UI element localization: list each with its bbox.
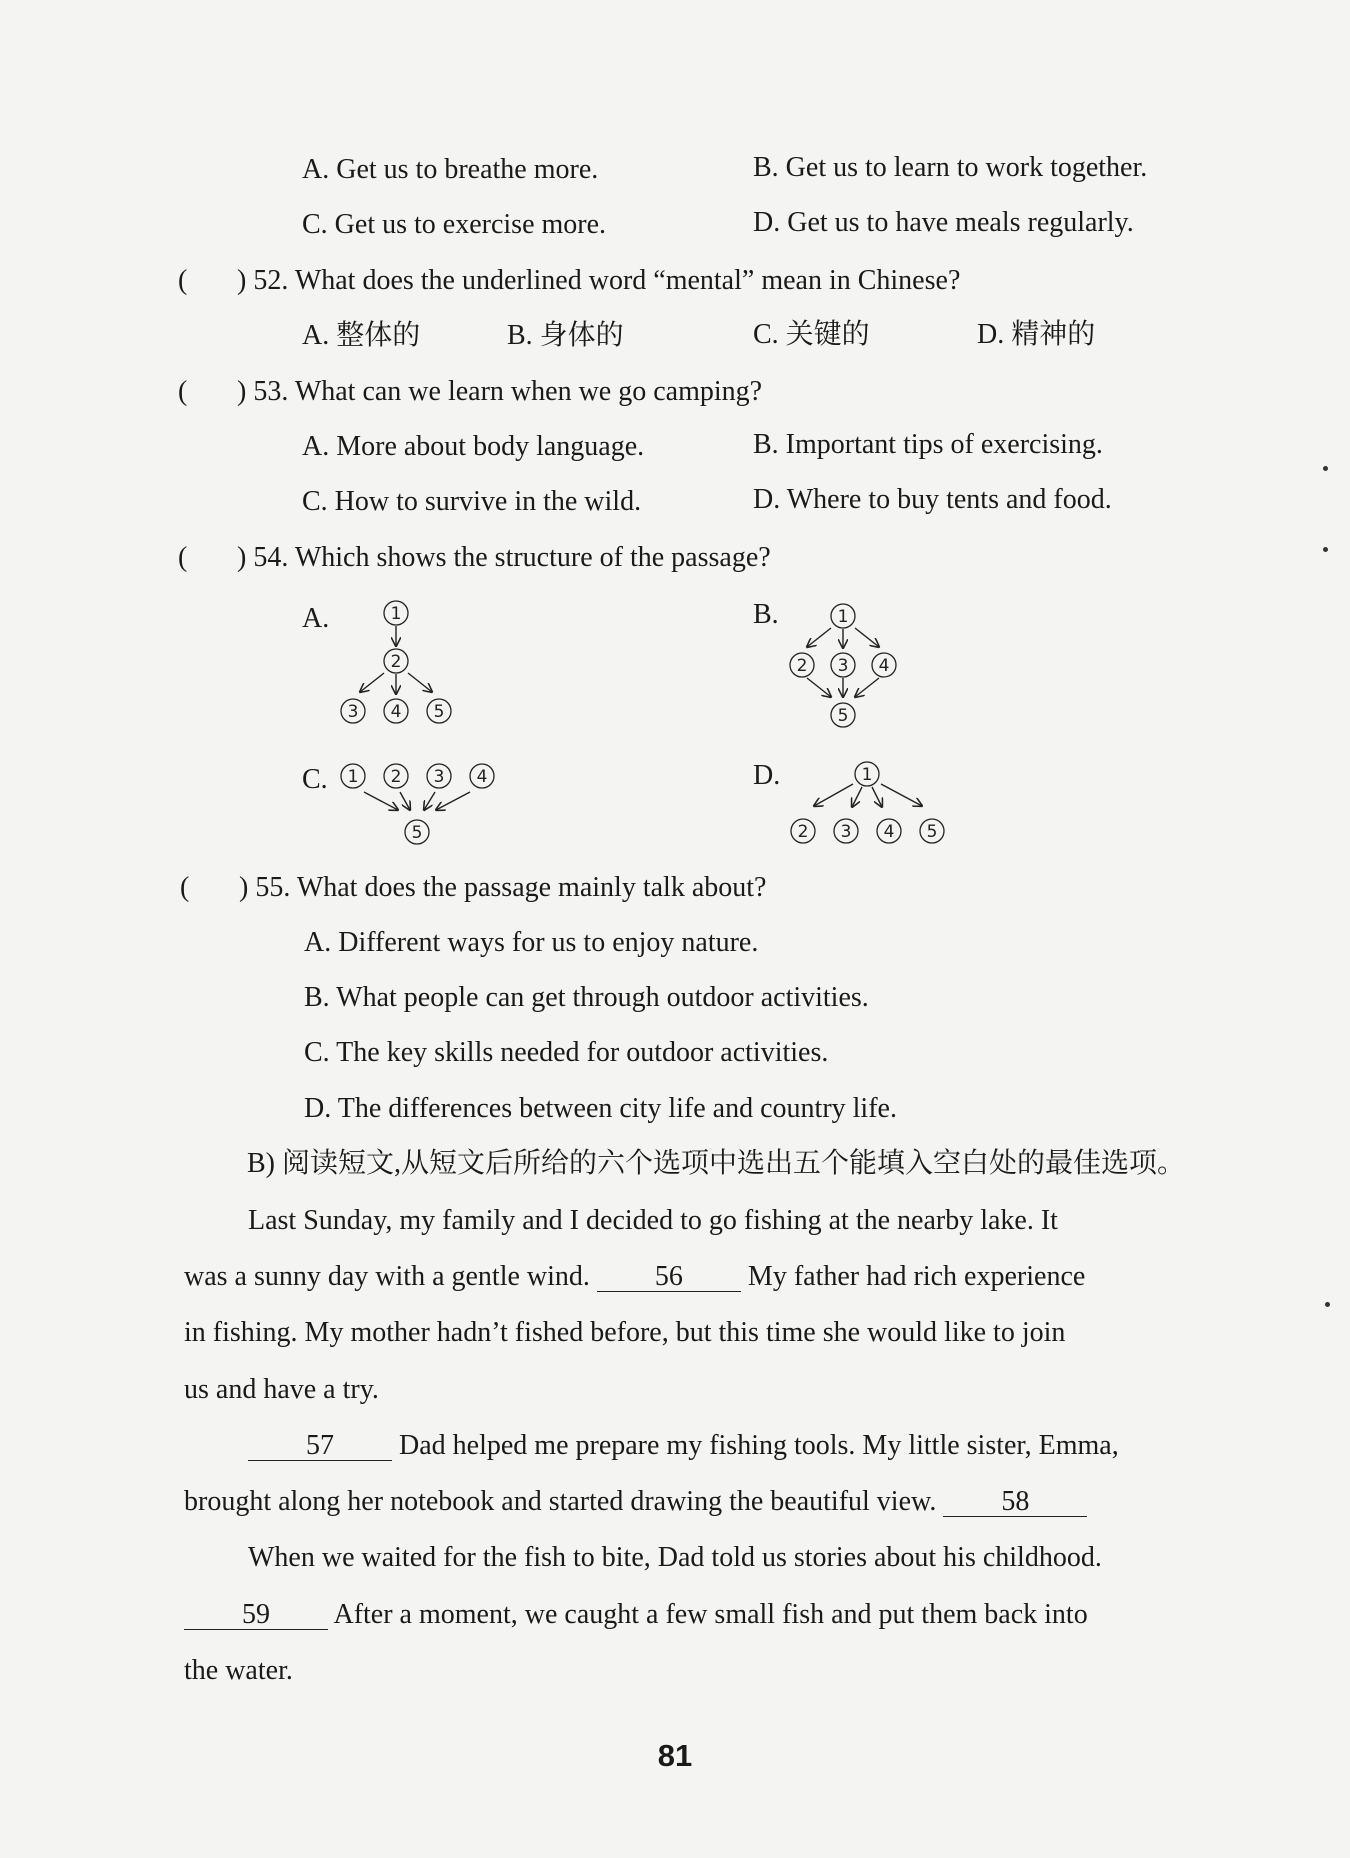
diagram-c-arrow [424, 792, 435, 810]
diagram-b-arrow [807, 678, 831, 697]
q52-option-b: B. 身体的 [507, 320, 624, 351]
q54-option-b-label: B. [753, 599, 779, 630]
q55-option-d: D. The differences between city life and country life. [304, 1093, 897, 1124]
passage-text: After a moment, we caught a few small fish and put them back into [333, 1599, 1088, 1630]
passage-text: My father had rich experience [747, 1261, 1086, 1292]
q51-option-b: B. Get us to learn to work together. [753, 152, 1148, 183]
diagram-d-arrow [881, 784, 922, 806]
page-number: 81 [657, 1738, 693, 1773]
passage-line: Last Sunday, my family and I decided to go fishing at the nearby lake. It [248, 1205, 1058, 1236]
q54-option-c-label: C. [302, 764, 328, 795]
diagram-a-node-4-label: 4 [390, 702, 402, 722]
passage-line: in fishing. My mother hadn’t fished before, but this time she would like to join [184, 1317, 1066, 1348]
diagram-d-node-3-label: 3 [840, 822, 852, 842]
q54-stem: ) 54. Which shows the structure of the passage? [237, 542, 771, 573]
passage-line: us and have a try. [184, 1374, 379, 1405]
passage-text: Dad helped me prepare my fishing tools. My little sister, Emma, [399, 1430, 1119, 1461]
passage-text: brought along her notebook and started drawing the beautiful view. [184, 1486, 937, 1517]
q55-option-a: A. Different ways for us to enjoy nature. [304, 927, 759, 958]
scan-speck [1323, 547, 1328, 552]
diagram-a-arrow [360, 673, 384, 692]
diagram-b-arrow [807, 628, 831, 647]
q53-answer-paren[interactable]: ( [178, 376, 188, 407]
diagram-d-arrow [852, 787, 862, 807]
scan-speck [1325, 1302, 1330, 1307]
diagram-c-node-3-label: 3 [433, 767, 445, 787]
q53-option-a: A. More about body language. [302, 431, 645, 462]
diagram-d-arrow [814, 784, 853, 806]
q53-option-d: D. Where to buy tents and food. [753, 484, 1112, 515]
diagram-d-node-1-label: 1 [861, 765, 873, 785]
section-b-instruction: B) 阅读短文,从短文后所给的六个选项中选出五个能填入空白处的最佳选项。 [247, 1148, 1186, 1179]
diagram-c-node-5-label: 5 [411, 823, 423, 843]
q52-answer-paren[interactable]: ( [178, 265, 188, 296]
diagram-a-node-1-label: 1 [390, 604, 402, 624]
q54-option-d-label: D. [753, 760, 781, 791]
q54-answer-paren[interactable]: ( [178, 542, 188, 573]
diagram-d-node-4-label: 4 [883, 822, 895, 842]
diagram-a-arrow [408, 673, 432, 692]
diagram-d-node-2-label: 2 [797, 822, 809, 842]
diagram-a-node-5-label: 5 [433, 702, 445, 722]
q55-stem: ) 55. What does the passage mainly talk about? [239, 872, 767, 903]
q52-stem: ) 52. What does the underlined word “mental” mean in Chinese? [237, 265, 961, 296]
passage-line [248, 1428, 1119, 1464]
passage-line: When we waited for the fish to bite, Dad told us stories about his childhood. [248, 1542, 1102, 1573]
q55-option-b: B. What people can get through outdoor activities. [304, 982, 869, 1013]
q53-option-c: C. How to survive in the wild. [302, 486, 642, 517]
passage-text: was a sunny day with a gentle wind. [184, 1261, 590, 1292]
diagram-a-node-2-label: 2 [390, 652, 402, 672]
diagram-c-arrow [400, 792, 410, 810]
diagram-b-node-1-label: 1 [837, 607, 849, 627]
diagram-b [790, 604, 896, 727]
blank-58[interactable]: 58 [943, 1488, 1087, 1517]
diagram-d [791, 762, 944, 843]
diagram-b-node-5-label: 5 [837, 706, 849, 726]
q55-option-c: C. The key skills needed for outdoor activities. [304, 1037, 829, 1068]
diagram-b-node-2-label: 2 [796, 656, 808, 676]
diagram-c-node-2-label: 2 [390, 767, 402, 787]
q51-option-d: D. Get us to have meals regularly. [753, 207, 1134, 238]
blank-59[interactable]: 59 [184, 1601, 328, 1630]
blank-57[interactable]: 57 [248, 1432, 392, 1461]
q51-option-c: C. Get us to exercise more. [302, 209, 607, 240]
diagram-c [341, 764, 494, 844]
diagram-a-node-3-label: 3 [347, 702, 359, 722]
diagram-d-node-5-label: 5 [926, 822, 938, 842]
diagram-c-arrow [436, 792, 470, 810]
q53-option-b: B. Important tips of exercising. [753, 429, 1103, 460]
q51-option-a: A. Get us to breathe more. [302, 154, 599, 185]
passage-line [184, 1597, 1088, 1633]
diagram-b-arrow [855, 628, 879, 647]
diagram-b-node-3-label: 3 [837, 656, 849, 676]
passage-line: the water. [184, 1655, 293, 1686]
q55-answer-paren[interactable]: ( [180, 872, 190, 903]
diagram-c-node-4-label: 4 [476, 767, 488, 787]
diagram-b-arrow [855, 678, 879, 697]
diagram-c-arrow [364, 792, 398, 810]
diagram-b-node-4-label: 4 [878, 656, 890, 676]
q52-option-c: C. 关键的 [753, 319, 870, 350]
blank-56[interactable]: 56 [597, 1263, 741, 1292]
q52-option-d: D. 精神的 [977, 319, 1096, 350]
q52-option-a: A. 整体的 [302, 320, 421, 351]
passage-line [184, 1484, 1087, 1520]
scan-speck [1323, 466, 1328, 471]
q53-stem: ) 53. What can we learn when we go camping? [237, 376, 763, 407]
diagram-c-node-1-label: 1 [347, 767, 359, 787]
passage-line [184, 1259, 1085, 1295]
diagram-d-arrow [872, 787, 882, 807]
diagram-a [341, 601, 451, 723]
q54-option-a-label: A. [302, 603, 330, 634]
